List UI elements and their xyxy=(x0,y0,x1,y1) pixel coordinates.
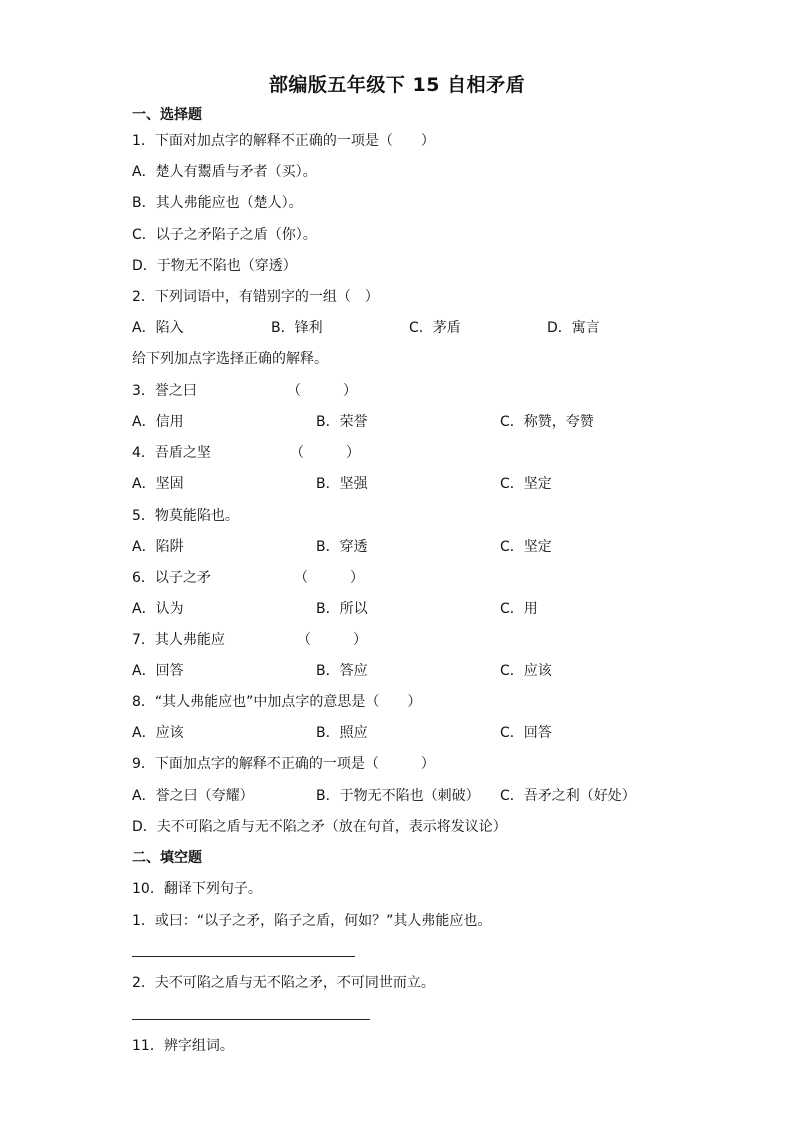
question-3-stem: 3．誉之曰 xyxy=(132,383,197,399)
question-8-option-a: A．应该 xyxy=(132,725,184,741)
question-4-option-b: B．坚强 xyxy=(316,476,368,492)
question-10-sentence-2: 2．夫不可陷之盾与无不陷之矛，不可同世而立。 xyxy=(132,975,435,991)
question-6-option-a: A．认为 xyxy=(132,601,184,617)
question-4-answer-paren: （ ） xyxy=(290,445,360,461)
question-2-option-a: A．陷入 xyxy=(132,320,184,336)
question-3-option-a: A．信用 xyxy=(132,414,184,430)
question-6-option-c: C．用 xyxy=(500,601,538,617)
question-8-option-b: B．照应 xyxy=(316,725,368,741)
question-1-option-c: C．以子之矛陷子之盾（你）。 xyxy=(132,227,317,243)
question-1-option-b: B．其人弗能应也（楚人）。 xyxy=(132,195,303,211)
question-6-stem: 6．以子之矛 xyxy=(132,570,211,586)
question-5-option-a: A．陷阱 xyxy=(132,539,184,555)
question-5-option-b: B．穿透 xyxy=(316,539,368,555)
section-choice-heading: 一、选择题 xyxy=(132,107,202,123)
question-4-stem: 4．吾盾之坚 xyxy=(132,445,211,461)
question-7-option-a: A．回答 xyxy=(132,663,184,679)
question-1-stem: 1．下面对加点字的解释不正确的一项是（ ） xyxy=(132,133,435,149)
question-2-stem: 2．下列词语中，有错别字的一组（ ） xyxy=(132,289,379,305)
question-2-option-d: D．寓言 xyxy=(547,320,600,336)
instruction-text: 给下列加点字选择正确的解释。 xyxy=(132,351,328,367)
question-9-stem: 9．下面加点字的解释不正确的一项是（ ） xyxy=(132,756,435,772)
question-4-option-c: C．坚定 xyxy=(500,476,552,492)
question-5-stem: 5．物莫能陷也。 xyxy=(132,508,239,524)
question-9-option-a: A．誉之曰（夸耀） xyxy=(132,788,254,804)
question-3-option-c: C．称赞，夸赞 xyxy=(500,414,594,430)
question-5-option-c: C．坚定 xyxy=(500,539,552,555)
question-9-option-c: C．吾矛之利（好处） xyxy=(500,788,636,804)
question-8-option-c: C．回答 xyxy=(500,725,552,741)
question-2-option-b: B．锋利 xyxy=(271,320,323,336)
question-6-answer-paren: （ ） xyxy=(294,570,364,586)
question-9-option-d: D．夫不可陷之盾与无不陷之矛（放在句首，表示将发议论） xyxy=(132,819,507,835)
section-fill-heading: 二、填空题 xyxy=(132,850,202,866)
question-2-option-c: C．茅盾 xyxy=(409,320,461,336)
answer-blank-line-2[interactable] xyxy=(132,1019,370,1020)
question-11-stem: 11．辨字组词。 xyxy=(132,1038,234,1054)
question-7-option-b: B．答应 xyxy=(316,663,368,679)
question-4-option-a: A．坚固 xyxy=(132,476,184,492)
page-title: 部编版五年级下 15 自相矛盾 xyxy=(268,74,526,96)
question-10-sentence-1: 1．或曰：“以子之矛，陷子之盾，何如？”其人弗能应也。 xyxy=(132,913,492,929)
question-8-stem: 8．“其人弗能应也”中加点字的意思是（ ） xyxy=(132,694,422,710)
question-7-option-c: C．应该 xyxy=(500,663,552,679)
answer-blank-line-1[interactable] xyxy=(132,956,355,957)
question-3-option-b: B．荣誉 xyxy=(316,414,368,430)
question-7-answer-paren: （ ） xyxy=(297,632,367,648)
question-1-option-a: A．楚人有鬻盾与矛者（买）。 xyxy=(132,164,317,180)
question-9-option-b: B．于物无不陷也（刺破） xyxy=(316,788,480,804)
question-3-answer-paren: （ ） xyxy=(287,383,357,399)
question-7-stem: 7．其人弗能应 xyxy=(132,632,225,648)
question-10-stem: 10．翻译下列句子。 xyxy=(132,881,262,897)
question-6-option-b: B．所以 xyxy=(316,601,368,617)
question-1-option-d: D．于物无不陷也（穿透） xyxy=(132,258,297,274)
